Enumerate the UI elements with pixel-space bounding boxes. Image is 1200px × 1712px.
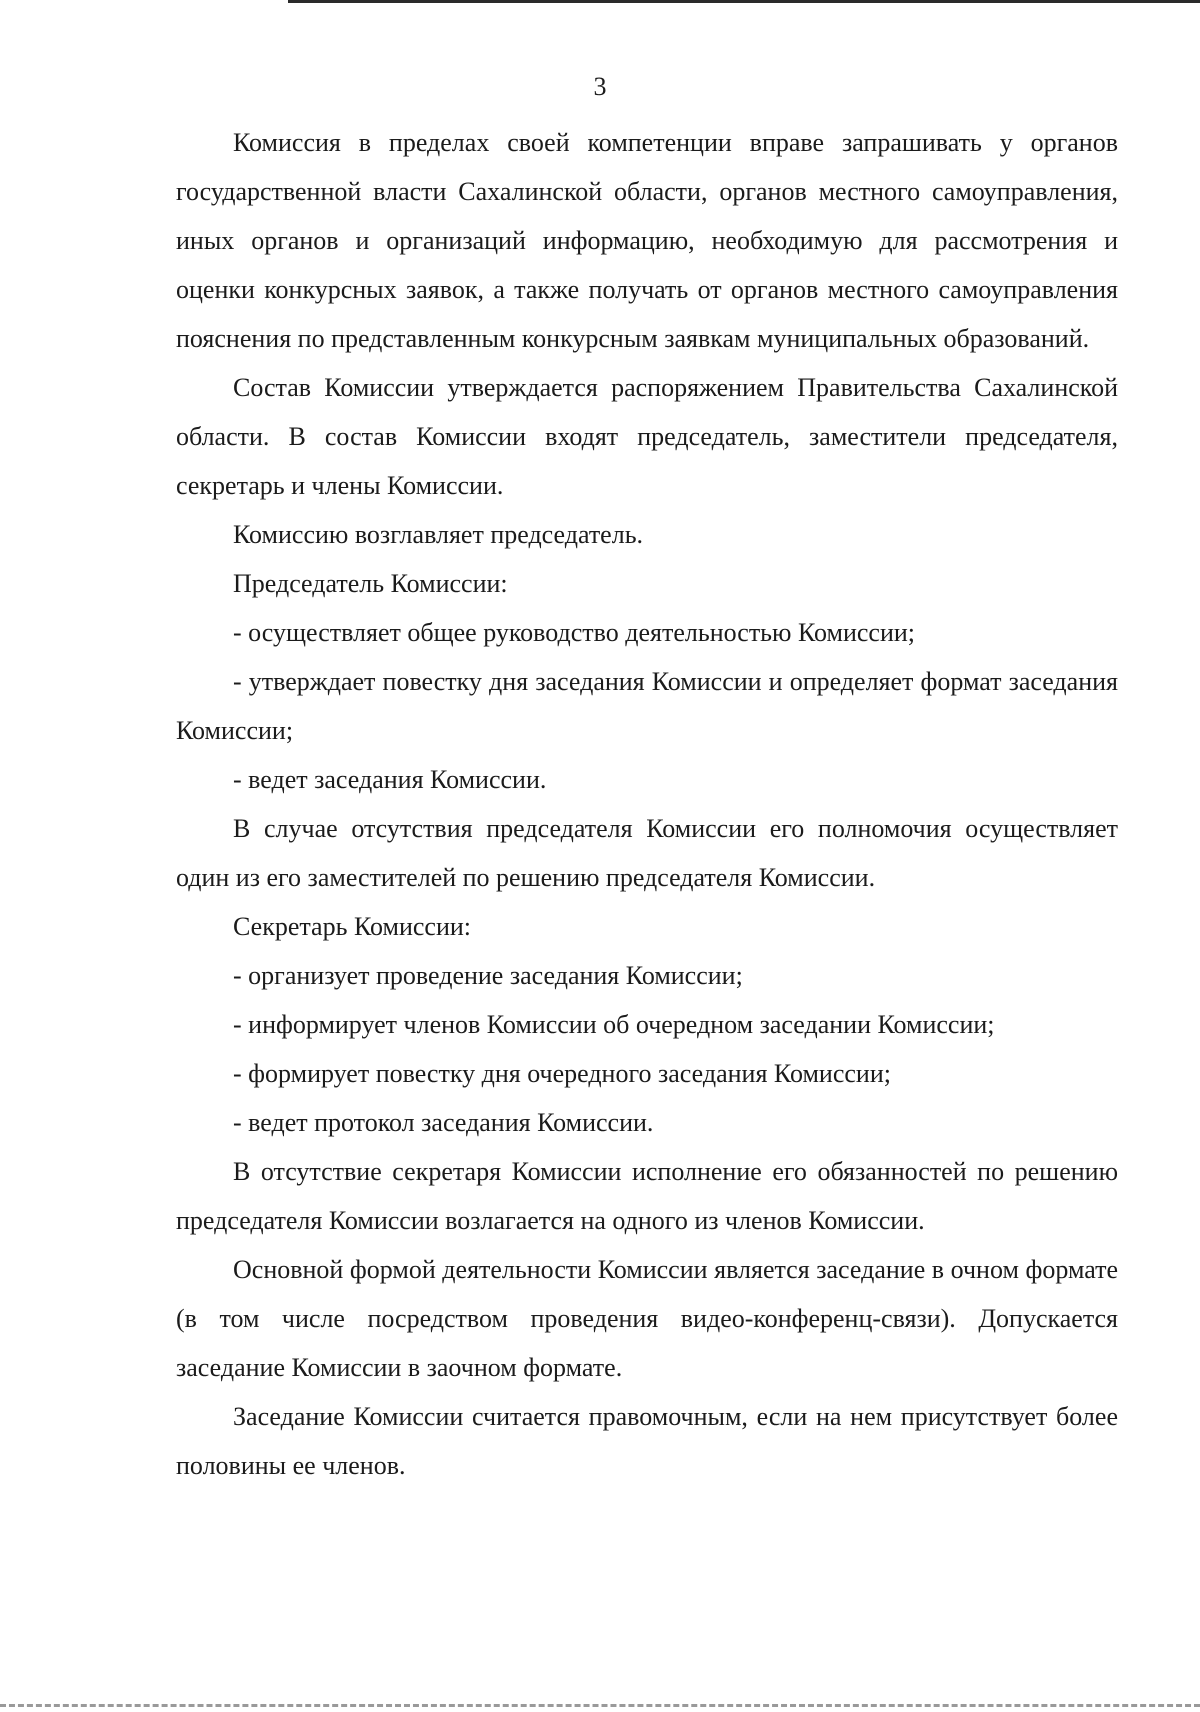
list-item-chairman-leads-meetings: - ведет заседания Комиссии. [233,765,547,794]
paragraph-secretary-absence: В отсутствие секретаря Комиссии исполнение его обязанностей по решению председателя Комиссии возлагается на одного из членов Комиссии. [176,1157,1118,1235]
bottom-scan-edge [0,1704,1200,1707]
paragraph-commission-requests: Комиссия в пределах своей компетенции вправе запрашивать у органов государственной власти Сахалинской области, органов местного самоуправления, иных органов и организаций информацию, необходимую для рассмотрения и оценки конкурсных заявок, а также получать от органов местного самоуправления пояснения по представленным конкурсным заявкам муниципальных образований. [176,128,1118,353]
list-item-chairman-general-management: - осуществляет общее руководство деятельностью Комиссии; [233,618,916,647]
paragraph-chairman-absence: В случае отсутствия председателя Комиссии его полномочия осуществляет один из его заместителей по решению председателя Комиссии. [176,814,1118,892]
paragraph-commission-composition: Состав Комиссии утверждается распоряжением Правительства Сахалинской области. В состав Комиссии входят председатель, заместители председателя, секретарь и члены Комиссии. [176,373,1118,500]
paragraph-quorum: Заседание Комиссии считается правомочным, если на нем присутствует более половины ее членов. [176,1402,1118,1480]
top-border-line [288,0,1200,3]
list-item-secretary-keeps-minutes: - ведет протокол заседания Комиссии. [233,1108,654,1137]
list-item-secretary-forms-agenda: - формирует повестку дня очередного заседания Комиссии; [233,1059,891,1088]
heading-secretary-duties: Секретарь Комиссии: [233,912,471,941]
document-body [176,118,1118,1490]
list-item-secretary-informs: - информирует членов Комиссии об очередном заседании Комиссии; [233,1010,995,1039]
paragraph-meeting-format: Основной формой деятельности Комиссии является заседание в очном формате (в том числе посредством проведения видео-конференц-связи). Допускается заседание Комиссии в заочном формате. [176,1255,1118,1382]
paragraph-chairman-heads: Комиссию возглавляет председатель. [233,520,644,549]
list-item-chairman-approves-agenda: - утверждает повестку дня заседания Комиссии и определяет формат заседания Комиссии; [176,667,1118,745]
heading-chairman-duties: Председатель Комиссии: [233,569,508,598]
list-item-secretary-organizes: - организует проведение заседания Комиссии; [233,961,743,990]
page-number: 3 [593,72,607,101]
